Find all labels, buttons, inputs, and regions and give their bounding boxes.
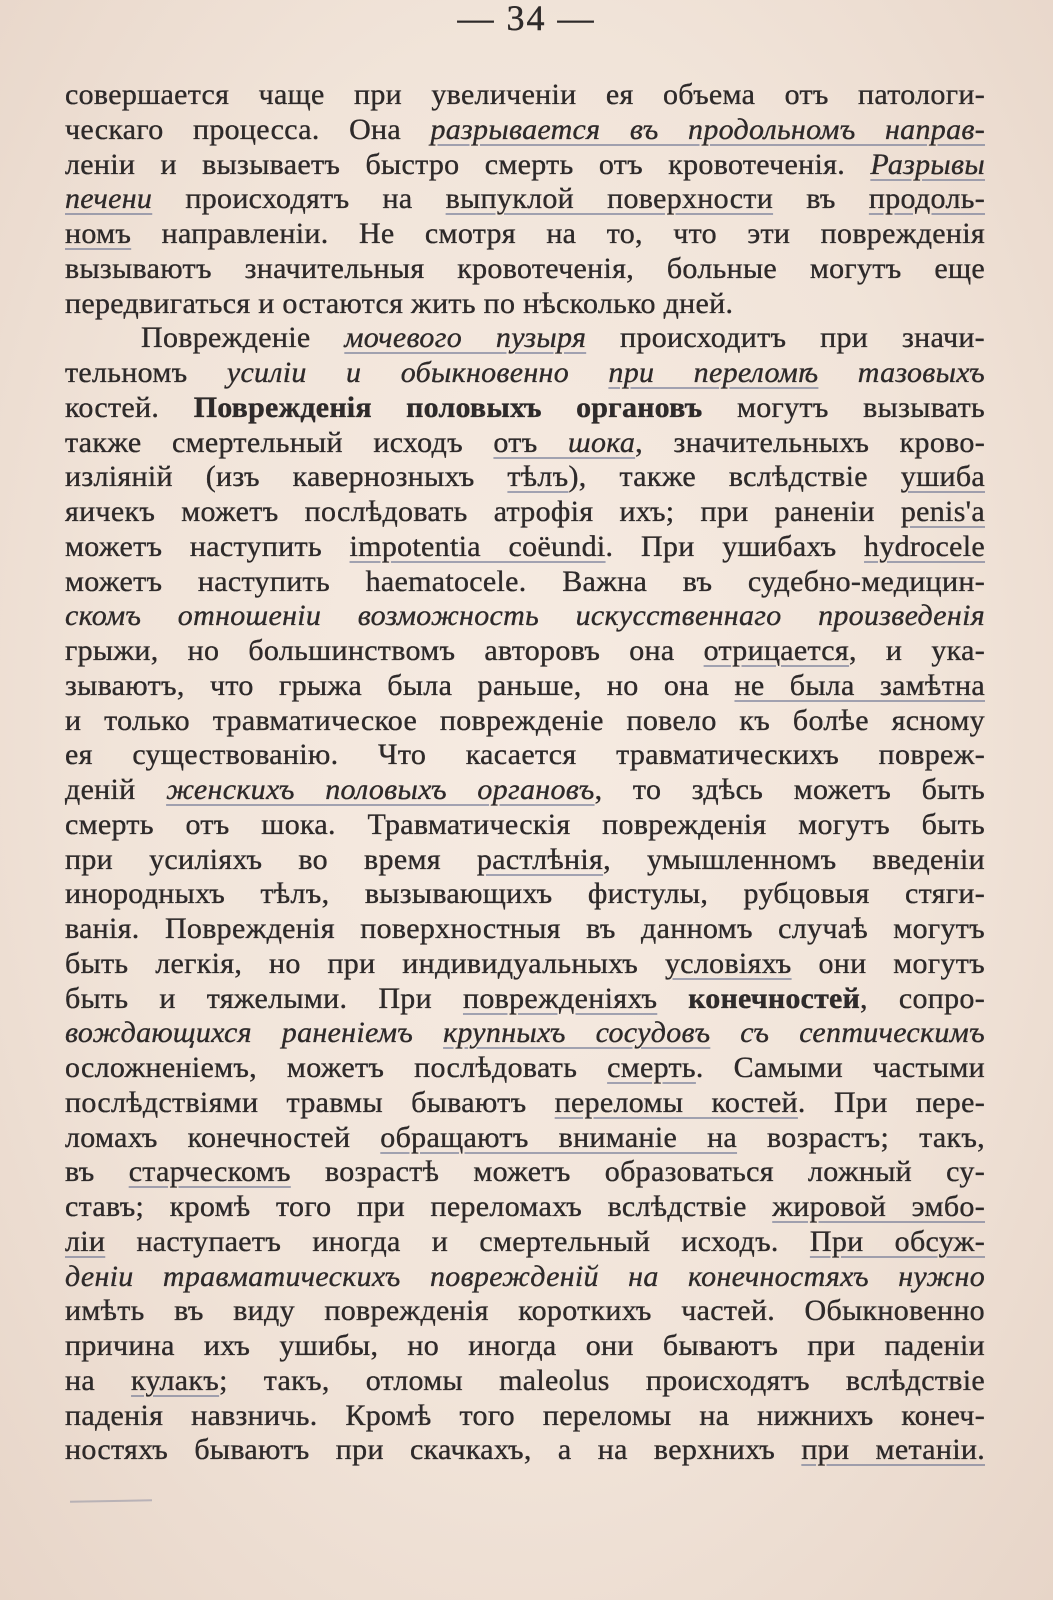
text-run: тельномъ — [65, 356, 227, 389]
text-run: и только травматическое поврежденіе повело къ болѣе ясному — [65, 703, 985, 737]
text-run: , значительныхъ крово- — [635, 425, 985, 459]
text-line — [65, 773, 985, 808]
text-run: причина ихъ ушибы, но иногда они бываютъ при паденіи — [65, 1329, 985, 1362]
text-run: , и ука- — [849, 634, 985, 667]
text-run: деній — [65, 773, 167, 806]
text-line — [65, 1016, 985, 1051]
text-line — [65, 426, 985, 461]
text-run: смерть отъ шока. Травматическія поврежденія могутъ быть — [65, 807, 985, 841]
text-run: ), также вслѣдствіе — [568, 460, 901, 494]
text-run: ушиба — [900, 460, 985, 494]
text-run: Поврежденіе — [141, 321, 345, 355]
text-run: быть легкія, но при индивидуальныхъ — [65, 946, 665, 980]
text-run: въ — [65, 1155, 129, 1189]
text-line — [65, 1433, 985, 1468]
text-line — [65, 1086, 985, 1121]
text-line — [65, 217, 985, 252]
text-run: поврежденіяхъ — [462, 981, 658, 1015]
italic-term: шока — [568, 425, 636, 459]
text-run: послѣдствіями травмы бываютъ — [65, 1085, 555, 1119]
text-line — [65, 1364, 985, 1399]
text-line — [65, 356, 985, 391]
italic-term: Разрывы — [870, 147, 985, 181]
text-line — [65, 808, 985, 843]
text-run: ліи — [65, 1224, 106, 1258]
text-run: на — [65, 1363, 132, 1397]
text-run: направленіи. Не смотря на то, что эти поврежденія — [131, 217, 985, 250]
text-line — [65, 182, 985, 217]
text-run: переломы костей — [554, 1085, 798, 1119]
text-run: яичекъ можетъ послѣдовать атрофія ихъ; при раненіи — [65, 495, 901, 528]
text-run: ванія. Поврежденія поверхностныя въ данномъ случаѣ могутъ — [65, 912, 985, 945]
text-run: ея существованію. Что касается травматическихъ повреж- — [65, 738, 985, 772]
text-run: грыжи, но большинствомъ авторовъ она — [65, 634, 704, 667]
text-line — [65, 1329, 985, 1364]
text-line — [65, 1260, 985, 1295]
text-run: ческаго процесса. Она — [65, 112, 431, 146]
text-line — [65, 599, 985, 634]
bold-term: Поврежденія половыхъ органовъ — [193, 390, 703, 424]
text-run: ностяхъ бываютъ при скачкахъ, а на верхнихъ — [65, 1433, 802, 1467]
italic-term: скомъ отношеніи возможность искусственнаго произведенія — [65, 599, 985, 633]
text-run: могутъ вызывать — [702, 390, 985, 424]
italic-term: разрывается въ продольномъ направ- — [430, 112, 985, 146]
text-run: изліяній (изъ кавернозныхъ — [65, 460, 508, 494]
text-run: продоль- — [868, 182, 985, 216]
text-run: возрастъ; такъ, — [737, 1120, 985, 1154]
text-run: имѣть въ виду поврежденія короткихъ частей. Обыкновенно — [65, 1294, 985, 1328]
text-run: осложненіемъ, можетъ послѣдовать — [65, 1051, 608, 1084]
italic-term: усиліи и обыкновенно — [226, 356, 609, 389]
text-line — [65, 148, 985, 183]
text-line — [65, 391, 985, 426]
text-line — [65, 1051, 985, 1086]
text-line — [65, 287, 985, 322]
text-run: инородныхъ тѣлъ, вызывающихъ фистулы, рубцовыя стяги- — [65, 877, 985, 911]
text-run: при метаніи. — [801, 1433, 985, 1467]
bold-term: конечностей — [657, 981, 861, 1015]
text-run: леніи и вызываетъ быстро смерть отъ кровотеченія. — [65, 147, 871, 181]
text-run: возрастѣ можетъ образоваться ложный су- — [290, 1155, 985, 1189]
text-run: зываютъ, что грыжа была раньше, но она — [65, 668, 735, 702]
italic-term: печени — [65, 182, 153, 216]
text-run: наступаетъ иногда и смертельный исходъ. — [105, 1224, 810, 1258]
text-line — [65, 912, 985, 947]
text-line — [65, 704, 985, 739]
text-run: ставъ; кромѣ того при переломахъ вслѣдствіе — [65, 1190, 773, 1223]
text-run: растлѣнія — [476, 842, 604, 876]
text-line — [65, 252, 985, 287]
text-line — [65, 78, 985, 113]
text-run: выпуклой поверхности — [445, 182, 774, 216]
text-run: . Самыми частыми — [695, 1051, 985, 1084]
italic-term: мочевого пузыря — [344, 321, 587, 355]
text-line — [65, 565, 985, 600]
text-run: происходитъ при значи- — [586, 321, 985, 355]
text-run: . При ушибахъ — [605, 529, 865, 563]
text-run: они могутъ — [791, 946, 985, 980]
text-run: паденія навзничь. Кромѣ того переломы на нижнихъ конеч- — [65, 1398, 985, 1432]
italic-term: деніи травматическихъ поврежденій на конечностяхъ нужно — [65, 1259, 985, 1293]
text-line — [65, 1294, 985, 1329]
text-run: условіяхъ — [664, 946, 792, 980]
text-line — [65, 1190, 985, 1225]
text-line — [65, 495, 985, 530]
text-line — [65, 530, 985, 565]
text-line — [65, 877, 985, 912]
text-run: вызываютъ значительныя кровотеченія, больные могутъ еще — [65, 251, 985, 285]
text-run: происходятъ на — [152, 182, 446, 216]
text-run: совершается чаще при увеличеніи ея объема отъ патологи- — [65, 78, 985, 111]
text-line — [65, 460, 985, 495]
text-run: отъ — [493, 425, 569, 459]
text-run: , то здѣсь можетъ быть — [594, 773, 985, 806]
text-run: ломахъ конечностей — [65, 1120, 381, 1154]
text-run: жировой эмбо- — [772, 1190, 985, 1223]
text-line — [65, 321, 985, 356]
text-run: передвигаться и остаются жить по нѣсколько дней. — [65, 286, 734, 320]
text-line — [65, 113, 985, 148]
text-run: обращаютъ вниманіе на — [380, 1120, 738, 1154]
text-line — [65, 843, 985, 878]
italic-term: женскихъ половыхъ органовъ — [166, 773, 595, 806]
text-run: отрицается — [703, 634, 850, 667]
italic-term: тазовыхъ — [818, 356, 985, 389]
text-run: при усиліяхъ во время — [65, 842, 477, 876]
text-line — [65, 669, 985, 704]
text-run: тѣлъ — [507, 460, 569, 494]
text-run: При обсуж- — [809, 1224, 985, 1258]
text-run: ; такъ, отломы maleolus происходятъ вслѣдствіе — [219, 1363, 985, 1397]
text-run: номъ — [65, 217, 132, 250]
italic-term: крупныхъ сосудовъ — [443, 1016, 711, 1050]
text-run: въ — [773, 182, 869, 216]
text-run: impotentia coëundi — [349, 529, 606, 563]
text-run: кулакъ — [131, 1363, 220, 1397]
page-number: — 34 — — [457, 0, 596, 38]
text-run: penis'а — [900, 495, 985, 528]
text-line — [65, 1225, 985, 1260]
text-run: быть и тяжелыми. При — [65, 981, 463, 1015]
text-body — [65, 78, 985, 1468]
text-line — [65, 1121, 985, 1156]
text-line — [65, 634, 985, 669]
italic-term: вождающихся раненіемъ — [65, 1016, 444, 1050]
text-run: старческомъ — [128, 1155, 291, 1189]
text-run: также смертельный исходъ — [65, 425, 494, 459]
italic-term: съ септическимъ — [710, 1016, 985, 1050]
text-run: . При пере- — [797, 1085, 985, 1119]
text-run: не была замѣтна — [734, 668, 985, 702]
text-run: , умышленномъ введеніи — [603, 842, 985, 876]
text-line — [65, 1155, 985, 1190]
text-run: костей. — [65, 390, 194, 424]
paragraph — [65, 321, 985, 1468]
text-line — [65, 947, 985, 982]
italic-term: при переломѣ — [608, 356, 819, 389]
text-line — [65, 982, 985, 1017]
text-line — [65, 738, 985, 773]
text-line — [65, 1399, 985, 1434]
text-run: можетъ наступить — [65, 529, 350, 563]
text-run: можетъ наступить haematocele. Важна въ судебно-медицин- — [65, 564, 985, 598]
text-run: hydrocele — [864, 529, 986, 563]
paragraph — [65, 78, 985, 321]
pencil-mark — [70, 1499, 152, 1502]
text-run: , сопро- — [860, 981, 985, 1015]
text-run: смерть — [607, 1051, 696, 1084]
